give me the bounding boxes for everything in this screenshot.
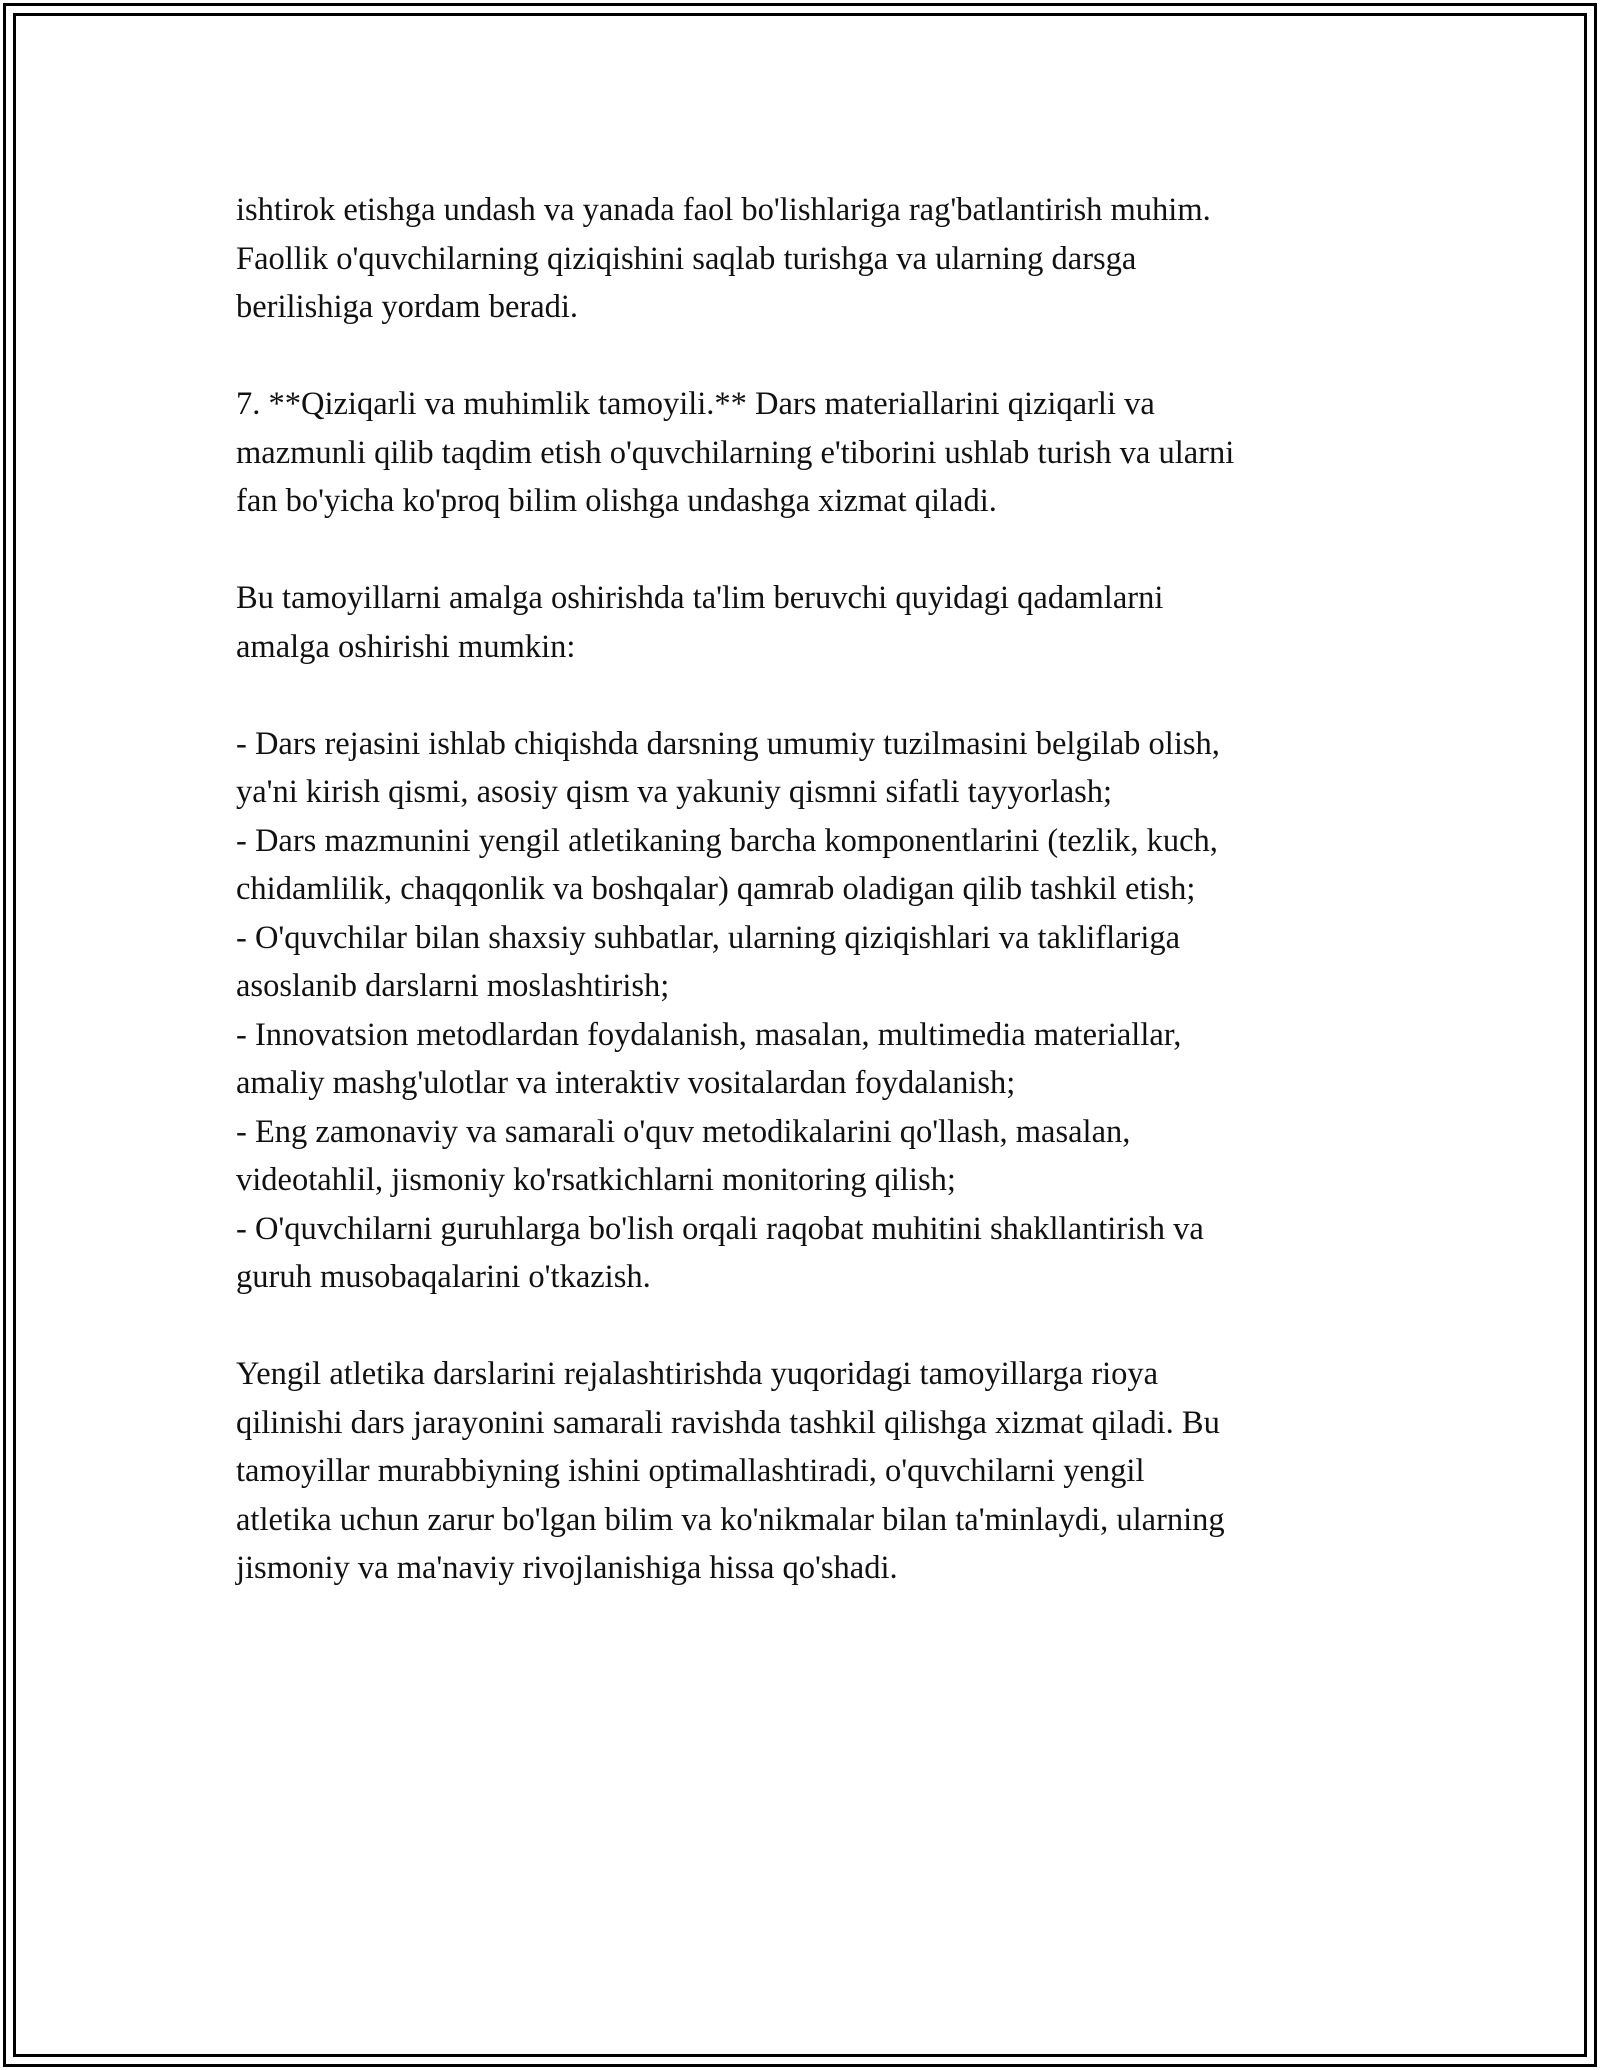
list-item-line: videotahlil, jismoniy ko'rsatkichlarni monitoring qilish; <box>236 1162 956 1198</box>
text-line: mazmunli qilib taqdim etish o'quvchilarning e'tiborini ushlab turish va ularni <box>236 434 1235 471</box>
list-item-line: - Eng zamonaviy va samarali o'quv metodikalarini qo'llash, masalan, <box>236 1113 1131 1150</box>
text-line: Faollik o'quvchilarning qiziqishini saqlab turishga va ularning darsga <box>236 240 1137 277</box>
list-item-line: guruh musobaqalarini o'tkazish. <box>236 1259 651 1295</box>
paragraph-interest-principle <box>236 380 1396 526</box>
list-item-line: - Dars mazmunini yengil atletikaning barcha komponentlarini (tezlik, kuch, <box>236 822 1218 859</box>
text-line: ishtirok etishga undash va yanada faol bo'lishlariga rag'batlantirish muhim. <box>236 192 1211 228</box>
text-line: jismoniy va ma'naviy rivojlanishiga hissa qo'shadi. <box>236 1550 898 1586</box>
list-item-line: - Innovatsion metodlardan foydalanish, masalan, multimedia materiallar, <box>236 1016 1182 1053</box>
text-line: amalga oshirishi mumkin: <box>236 628 576 665</box>
list-item-line: chidamlilik, chaqqonlik va boshqalar) qamrab oladigan qilib tashkil etish; <box>236 871 1196 907</box>
steps-list <box>236 720 1396 1302</box>
text-line: 7. **Qiziqarli va muhimlik tamoyili.** Dars materiallarini qiziqarli va <box>236 386 1155 422</box>
list-item-line: asoslanib darslarni moslashtirish; <box>236 968 670 1004</box>
list-item-line: ya'ni kirish qismi, asosiy qism va yakuniy qismni sifatli tayyorlash; <box>236 774 1113 810</box>
text-line: Bu tamoyillarni amalga oshirishda ta'lim beruvchi quyidagi qadamlarni <box>236 580 1164 616</box>
list-item-line: amaliy mashg'ulotlar va interaktiv vositalardan foydalanish; <box>236 1065 1016 1101</box>
text-line: tamoyillar murabbiyning ishini optimallashtiradi, o'quvchilarni yengil <box>236 1453 1145 1489</box>
paragraph-activity-principle-end <box>236 186 1396 332</box>
text-line: atletika uchun zarur bo'lgan bilim va ko'nikmalar bilan ta'minlaydi, ularning <box>236 1501 1225 1538</box>
list-item-line: - O'quvchilar bilan shaxsiy suhbatlar, ularning qiziqishlari va takliflariga <box>236 919 1181 956</box>
document-body <box>236 186 1396 1593</box>
text-line: berilishiga yordam beradi. <box>236 289 579 325</box>
text-line: Yengil atletika darslarini rejalashtirishda yuqoridagi tamoyillarga rioya <box>236 1356 1159 1392</box>
list-item-line: - O'quvchilarni guruhlarga bo'lish orqali raqobat muhitini shakllantirish va <box>236 1210 1204 1247</box>
paragraph-steps-intro <box>236 574 1396 671</box>
text-line: qilinishi dars jarayonini samarali ravishda tashkil qilishga xizmat qiladi. Bu <box>236 1404 1220 1441</box>
text-line: fan bo'yicha ko'proq bilim olishga undashga xizmat qiladi. <box>236 483 997 519</box>
list-item-line: - Dars rejasini ishlab chiqishda darsning umumiy tuzilmasini belgilab olish, <box>236 725 1220 762</box>
paragraph-conclusion <box>236 1350 1396 1593</box>
